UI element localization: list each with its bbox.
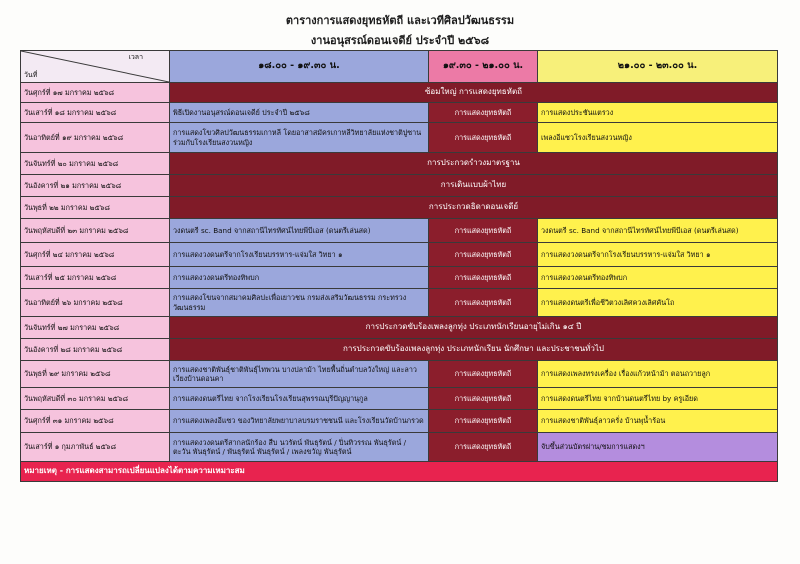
page-title: ตารางการแสดงยุทธหัตถี และเวทีศิลปวัฒนธรรม [285,14,515,27]
row-slot3: การแสดงวงดนตรีจากโรงเรียนบรรหาร-แจ่มใส วิทยา ๑ [538,243,778,267]
row-date: วันอังคารที่ ๒๑ มกราคม ๒๕๖๘ [21,175,170,197]
header-row [21,51,778,83]
row-date: วันพฤหัสบดีที่ ๒๓ มกราคม ๒๕๖๘ [21,219,170,243]
date-label: วันที่ [24,70,38,79]
table-row [21,361,778,388]
row-date: วันเสาร์ที่ ๑ กุมภาพันธ์ ๒๕๖๘ [21,433,170,462]
table-row [21,153,778,175]
row-slot1: การแสดงเพลงอีแซว ของวิทยาลัยพยาบาลบรมราชชนนี และโรงเรียนวัดบ้านกรวด [170,410,429,433]
row-slot3: การแสดงวงดนตรีทองทิพบก [538,267,778,289]
table-row [21,388,778,410]
row-slot2: การแสดงยุทธหัตถี [429,123,538,153]
row-slot1: การแสดงวงดนตรีสากลนักร้อง สืบ นวรัตน์ พันธุรัตน์ / ปิ่นทิวรรณ พันธุรัตน์ / ตะวัน พันธุรัตน์ / พันธุรัตน์ พันธุรัตน์ / เพลงขวัญ พันธุรัตน์ [170,433,429,462]
note-row [21,462,778,482]
table-row [21,339,778,361]
row-slot1: การแสดงโขวศิลปวัฒนธรรมเกาหลี โดยอาสาสมัครเกาหลีวิทยาลัยแห่งชาติปูซาน ร่วมกับโรงเรียนสงวนหญิง [170,123,429,153]
table-row [21,123,778,153]
slot2-header: ๑๙.๓๐ - ๒๑.๐๐ น. [429,51,538,83]
row-slot3: การแสดงประชันแตรวง [538,103,778,123]
row-slot1: การแสดงวงดนตรีทองทิพบก [170,267,429,289]
row-slot3: จับขึ้นส่วนบัตรผ่าน/ชมการแสดงฯ [538,433,778,462]
row-slot1: การแสดงโขนจากสมาคมศิลปะเพื่อเยาวชน กรมส่งเสริมวัฒนธรรม กระทรวงวัฒนธรรม [170,289,429,317]
row-date: วันอาทิตย์ที่ ๑๙ มกราคม ๒๕๖๘ [21,123,170,153]
row-span-event: การประกวดขับร้องเพลงลูกทุ่ง ประเภทนักเรียน นักศึกษา และประชาชนทั่วไป [170,339,778,361]
row-date: วันพฤหัสบดีที่ ๓๐ มกราคม ๒๕๖๘ [21,388,170,410]
row-date: วันศุกร์ที่ ๓๑ มกราคม ๒๕๖๘ [21,410,170,433]
row-slot2: การแสดงยุทธหัตถี [429,289,538,317]
row-span-event: การประกวดธิดาดอนเจดีย์ [170,197,778,219]
row-date: วันจันทร์ที่ ๒๐ มกราคม ๒๕๖๘ [21,153,170,175]
row-slot2: การแสดงยุทธหัตถี [429,219,538,243]
row-slot2: การแสดงยุทธหัตถี [429,410,538,433]
row-span-event: การประกวดขับร้องเพลงลูกทุ่ง ประเภทนักเรียนอายุไม่เกิน ๑๔ ปี [170,317,778,339]
row-slot3: การแสดงชาติพันธุ์ลาวครั่ง บ้านพุน้ำร้อน [538,410,778,433]
row-slot1: วงดนตรี sc. Band จากสถานีไทรทัศน์ไทยพีบีเอส (ดนตรีเล่นสด) [170,219,429,243]
row-slot1: การแสดงดนตรีไทย จากโรงเรียนโรงเรียนสุพรรณบุรีปัญญานุกูล [170,388,429,410]
table-row [21,267,778,289]
slot1-header: ๑๘.๐๐ - ๑๙.๓๐ น. [170,51,429,83]
page-subtitle: งานอนุสรณ์ดอนเจดีย์ ประจำปี ๒๕๖๘ [310,34,490,47]
row-date: วันอาทิตย์ที่ ๒๖ มกราคม ๒๕๖๘ [21,289,170,317]
row-slot3: เพลงอีแซวโรงเรียนสงวนหญิง [538,123,778,153]
row-slot2: การแสดงยุทธหัตถี [429,267,538,289]
row-slot3: การแสดงดนตรีเพื่อชีวิตวงเลิศควงเลิศคันโถ [538,289,778,317]
row-slot3: การแสดงดนตรีไทย จากบ้านดนตรีไทย by ครูเอียด [538,388,778,410]
diagonal-divider [21,51,169,82]
table-row [21,197,778,219]
row-slot1: การแสดงวงดนตรีจากโรงเรียนบรรหาร-แจ่มใส วิทยา ๑ [170,243,429,267]
note-text: หมายเหตุ - การแสดงสามารถเปลี่ยนแปลงได้ตามความเหมาะสม [21,462,778,482]
table-row [21,103,778,123]
row-slot2: การแสดงยุทธหัตถี [429,388,538,410]
schedule-table [20,50,778,482]
row-date: วันเสาร์ที่ ๒๕ มกราคม ๒๕๖๘ [21,267,170,289]
table-row [21,317,778,339]
time-label: เวลา [128,53,143,61]
row-slot1: พิธีเปิดงานอนุสรณ์ดอนเจดีย์ ประจำปี ๒๕๖๘ [170,103,429,123]
row-date: วันอังคารที่ ๒๘ มกราคม ๒๕๖๘ [21,339,170,361]
table-row [21,175,778,197]
row-slot3: วงดนตรี sc. Band จากสถานีไทรทัศน์ไทยพีบีเอส (ดนตรีเล่นสด) [538,219,778,243]
row-date: วันจันทร์ที่ ๒๗ มกราคม ๒๕๖๘ [21,317,170,339]
row-date: วันศุกร์ที่ ๒๔ มกราคม ๒๕๖๘ [21,243,170,267]
row-date: วันเสาร์ที่ ๑๘ มกราคม ๒๕๖๘ [21,103,170,123]
slot3-header: ๒๑.๐๐ - ๒๓.๐๐ น. [538,51,778,83]
table-row [21,289,778,317]
row-slot2: การแสดงยุทธหัตถี [429,433,538,462]
row-slot1: การแสดงชาติพันธุ์ชาติพันธุ์ไทพวน บางปลาม้า ไทยพื้นถิ่นตำบลวังใหญ่ และลาวเวียงบ้านดอนคา [170,361,429,388]
table-row [21,83,778,103]
table-row [21,243,778,267]
row-slot2: การแสดงยุทธหัตถี [429,243,538,267]
row-span-event: การประกวดรำวงมาตรฐาน [170,153,778,175]
row-date: วันพุธที่ ๒๒ มกราคม ๒๕๖๘ [21,197,170,219]
corner-header-cell [21,51,170,83]
table-row [21,433,778,462]
row-slot2: การแสดงยุทธหัตถี [429,103,538,123]
row-date: วันพุธที่ ๒๙ มกราคม ๒๕๖๘ [21,361,170,388]
row-slot2: การแสดงยุทธหัตถี [429,361,538,388]
table-row [21,410,778,433]
row-date: วันศุกร์ที่ ๑๗ มกราคม ๒๕๖๘ [21,83,170,103]
row-slot3: การแสดงเพลงทรงเครื่อง เรื่องแก้วหน้าม้า ตอนถวายลูก [538,361,778,388]
table-row [21,219,778,243]
row-span-event: ซ้อมใหญ่ การแสดงยุทธหัตถี [170,83,778,103]
row-span-event: การเดินแบบผ้าไทย [170,175,778,197]
